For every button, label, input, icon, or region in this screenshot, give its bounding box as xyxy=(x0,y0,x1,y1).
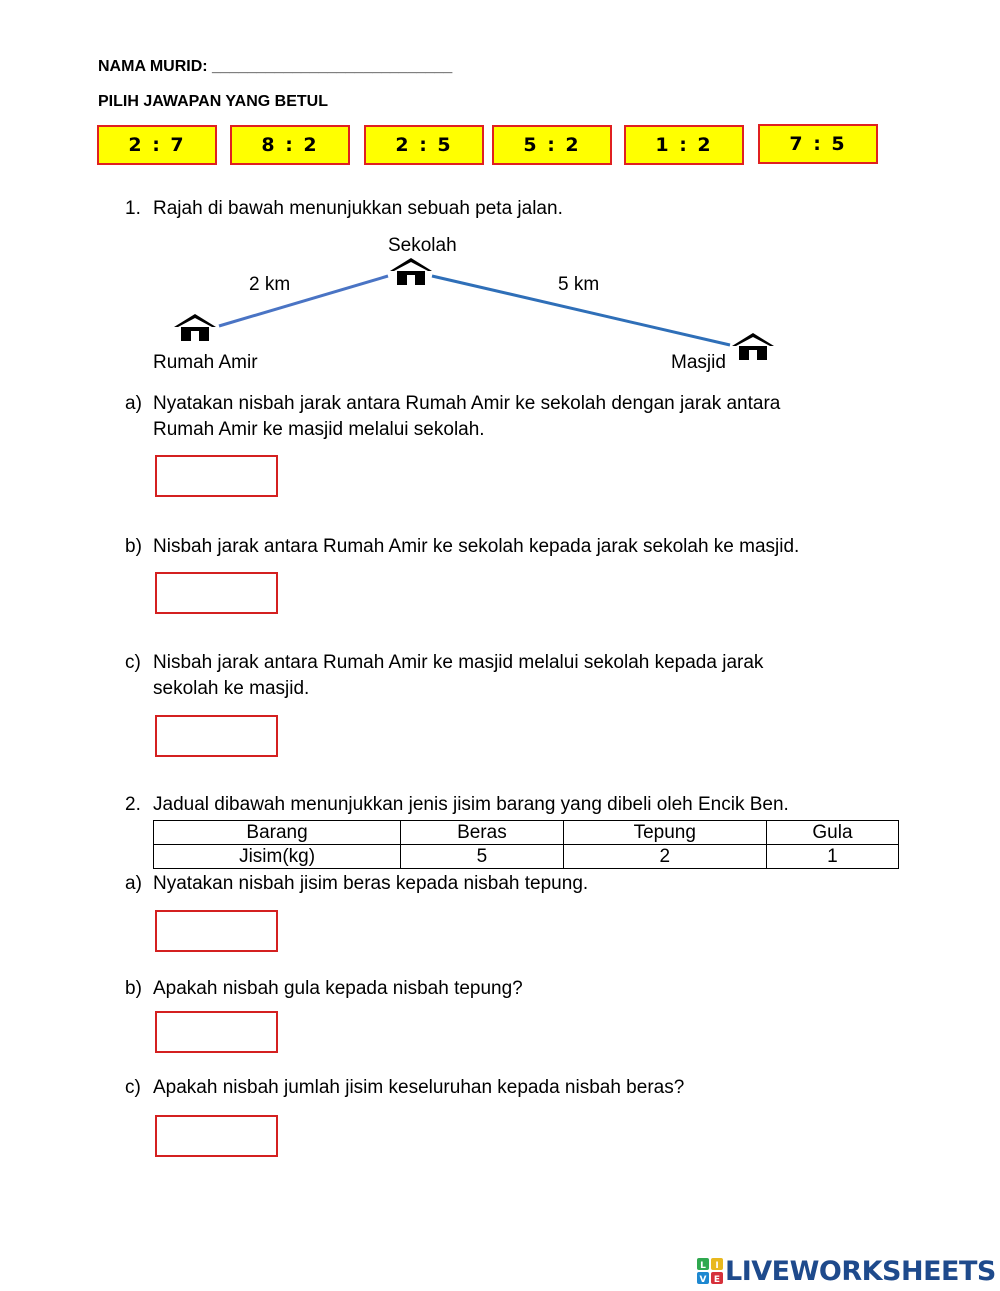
answer-box-2c[interactable] xyxy=(155,1115,278,1157)
svg-text:V: V xyxy=(699,1275,707,1284)
sub-question-text-line2: sekolah ke masjid. xyxy=(153,678,310,699)
distance-school-mosque: 5 km xyxy=(558,274,600,295)
table-cell: 2 xyxy=(563,845,766,869)
sub-letter: c) xyxy=(125,1077,141,1098)
sub-question-text-line1: Apakah nisbah jumlah jisim keseluruhan kepada nisbah beras? xyxy=(153,1077,685,1098)
question-number: 2. xyxy=(125,794,141,815)
question-1b xyxy=(125,534,925,560)
house-icon xyxy=(174,314,216,341)
sub-letter: b) xyxy=(125,978,142,999)
table-row xyxy=(154,845,899,869)
table-cell: 1 xyxy=(766,845,898,869)
question-2 xyxy=(125,792,925,818)
sub-question-text-line1: Nisbah jarak antara Rumah Amir ke masjid melalui sekolah kepada jarak xyxy=(153,652,764,673)
choice-tile-3[interactable]: 2 : 5 xyxy=(364,125,484,165)
home-label: Rumah Amir xyxy=(153,352,258,373)
sub-question-text-line1: Nyatakan nisbah jarak antara Rumah Amir ke sekolah dengan jarak antara xyxy=(153,393,781,414)
mosque-label: Masjid xyxy=(671,352,726,373)
choice-tile-4[interactable]: 5 : 2 xyxy=(492,125,612,165)
question-1c xyxy=(125,650,925,702)
answer-box-2b[interactable] xyxy=(155,1011,278,1053)
answer-box-1a[interactable] xyxy=(155,455,278,497)
table-cell: Barang xyxy=(154,821,401,845)
svg-text:E: E xyxy=(713,1275,721,1284)
sub-question-text-line1: Apakah nisbah gula kepada nisbah tepung? xyxy=(153,978,523,999)
sub-question-text-line1: Nisbah jarak antara Rumah Amir ke sekolah kepada jarak sekolah ke masjid. xyxy=(153,536,800,557)
table-cell: Gula xyxy=(766,821,898,845)
distance-home-school: 2 km xyxy=(249,274,291,295)
choice-tile-1[interactable]: 2 : 7 xyxy=(97,125,217,165)
mosque-icon xyxy=(732,333,774,360)
sub-letter: b) xyxy=(125,536,142,557)
sub-question-text-line1: Nyatakan nisbah jisim beras kepada nisbah tepung. xyxy=(153,873,589,894)
answer-box-1b[interactable] xyxy=(155,572,278,614)
road-home-school xyxy=(219,276,388,326)
table-cell: 5 xyxy=(401,845,564,869)
question-text: Rajah di bawah menunjukkan sebuah peta jalan. xyxy=(153,198,563,219)
answer-box-1c[interactable] xyxy=(155,715,278,757)
student-name-label: NAMA MURID: ___________________________ xyxy=(98,58,453,75)
question-2c xyxy=(125,1075,925,1101)
svg-text:I: I xyxy=(715,1261,719,1271)
liveworksheets-brand xyxy=(697,1255,996,1287)
table-cell: Tepung xyxy=(563,821,766,845)
road-map xyxy=(0,0,1000,400)
choice-tile-2[interactable]: 8 : 2 xyxy=(230,125,350,165)
instruction-heading: PILIH JAWAPAN YANG BETUL xyxy=(98,93,328,110)
sub-letter: a) xyxy=(125,393,142,414)
question-text: Jadual dibawah menunjukkan jenis jisim barang yang dibeli oleh Encik Ben. xyxy=(153,794,789,815)
liveworksheets-logo-icon xyxy=(697,1258,723,1284)
mass-table xyxy=(153,820,899,869)
table-cell: Jisim(kg) xyxy=(154,845,401,869)
answer-box-2a[interactable] xyxy=(155,910,278,952)
sub-letter: c) xyxy=(125,652,141,673)
table-cell: Beras xyxy=(401,821,564,845)
table-header-row xyxy=(154,821,899,845)
question-1a xyxy=(125,391,925,443)
sub-question-text-line2: Rumah Amir ke masjid melalui sekolah. xyxy=(153,419,485,440)
sub-letter: a) xyxy=(125,873,142,894)
svg-text:L: L xyxy=(700,1261,706,1271)
question-2a xyxy=(125,871,925,897)
school-icon xyxy=(390,258,432,285)
choice-tile-6[interactable]: 7 : 5 xyxy=(758,124,878,164)
question-number: 1. xyxy=(125,198,141,219)
school-label: Sekolah xyxy=(388,235,457,256)
question-2b xyxy=(125,976,925,1002)
choice-tile-5[interactable]: 1 : 2 xyxy=(624,125,744,165)
brand-name: LIVEWORKSHEETS xyxy=(725,1255,996,1287)
